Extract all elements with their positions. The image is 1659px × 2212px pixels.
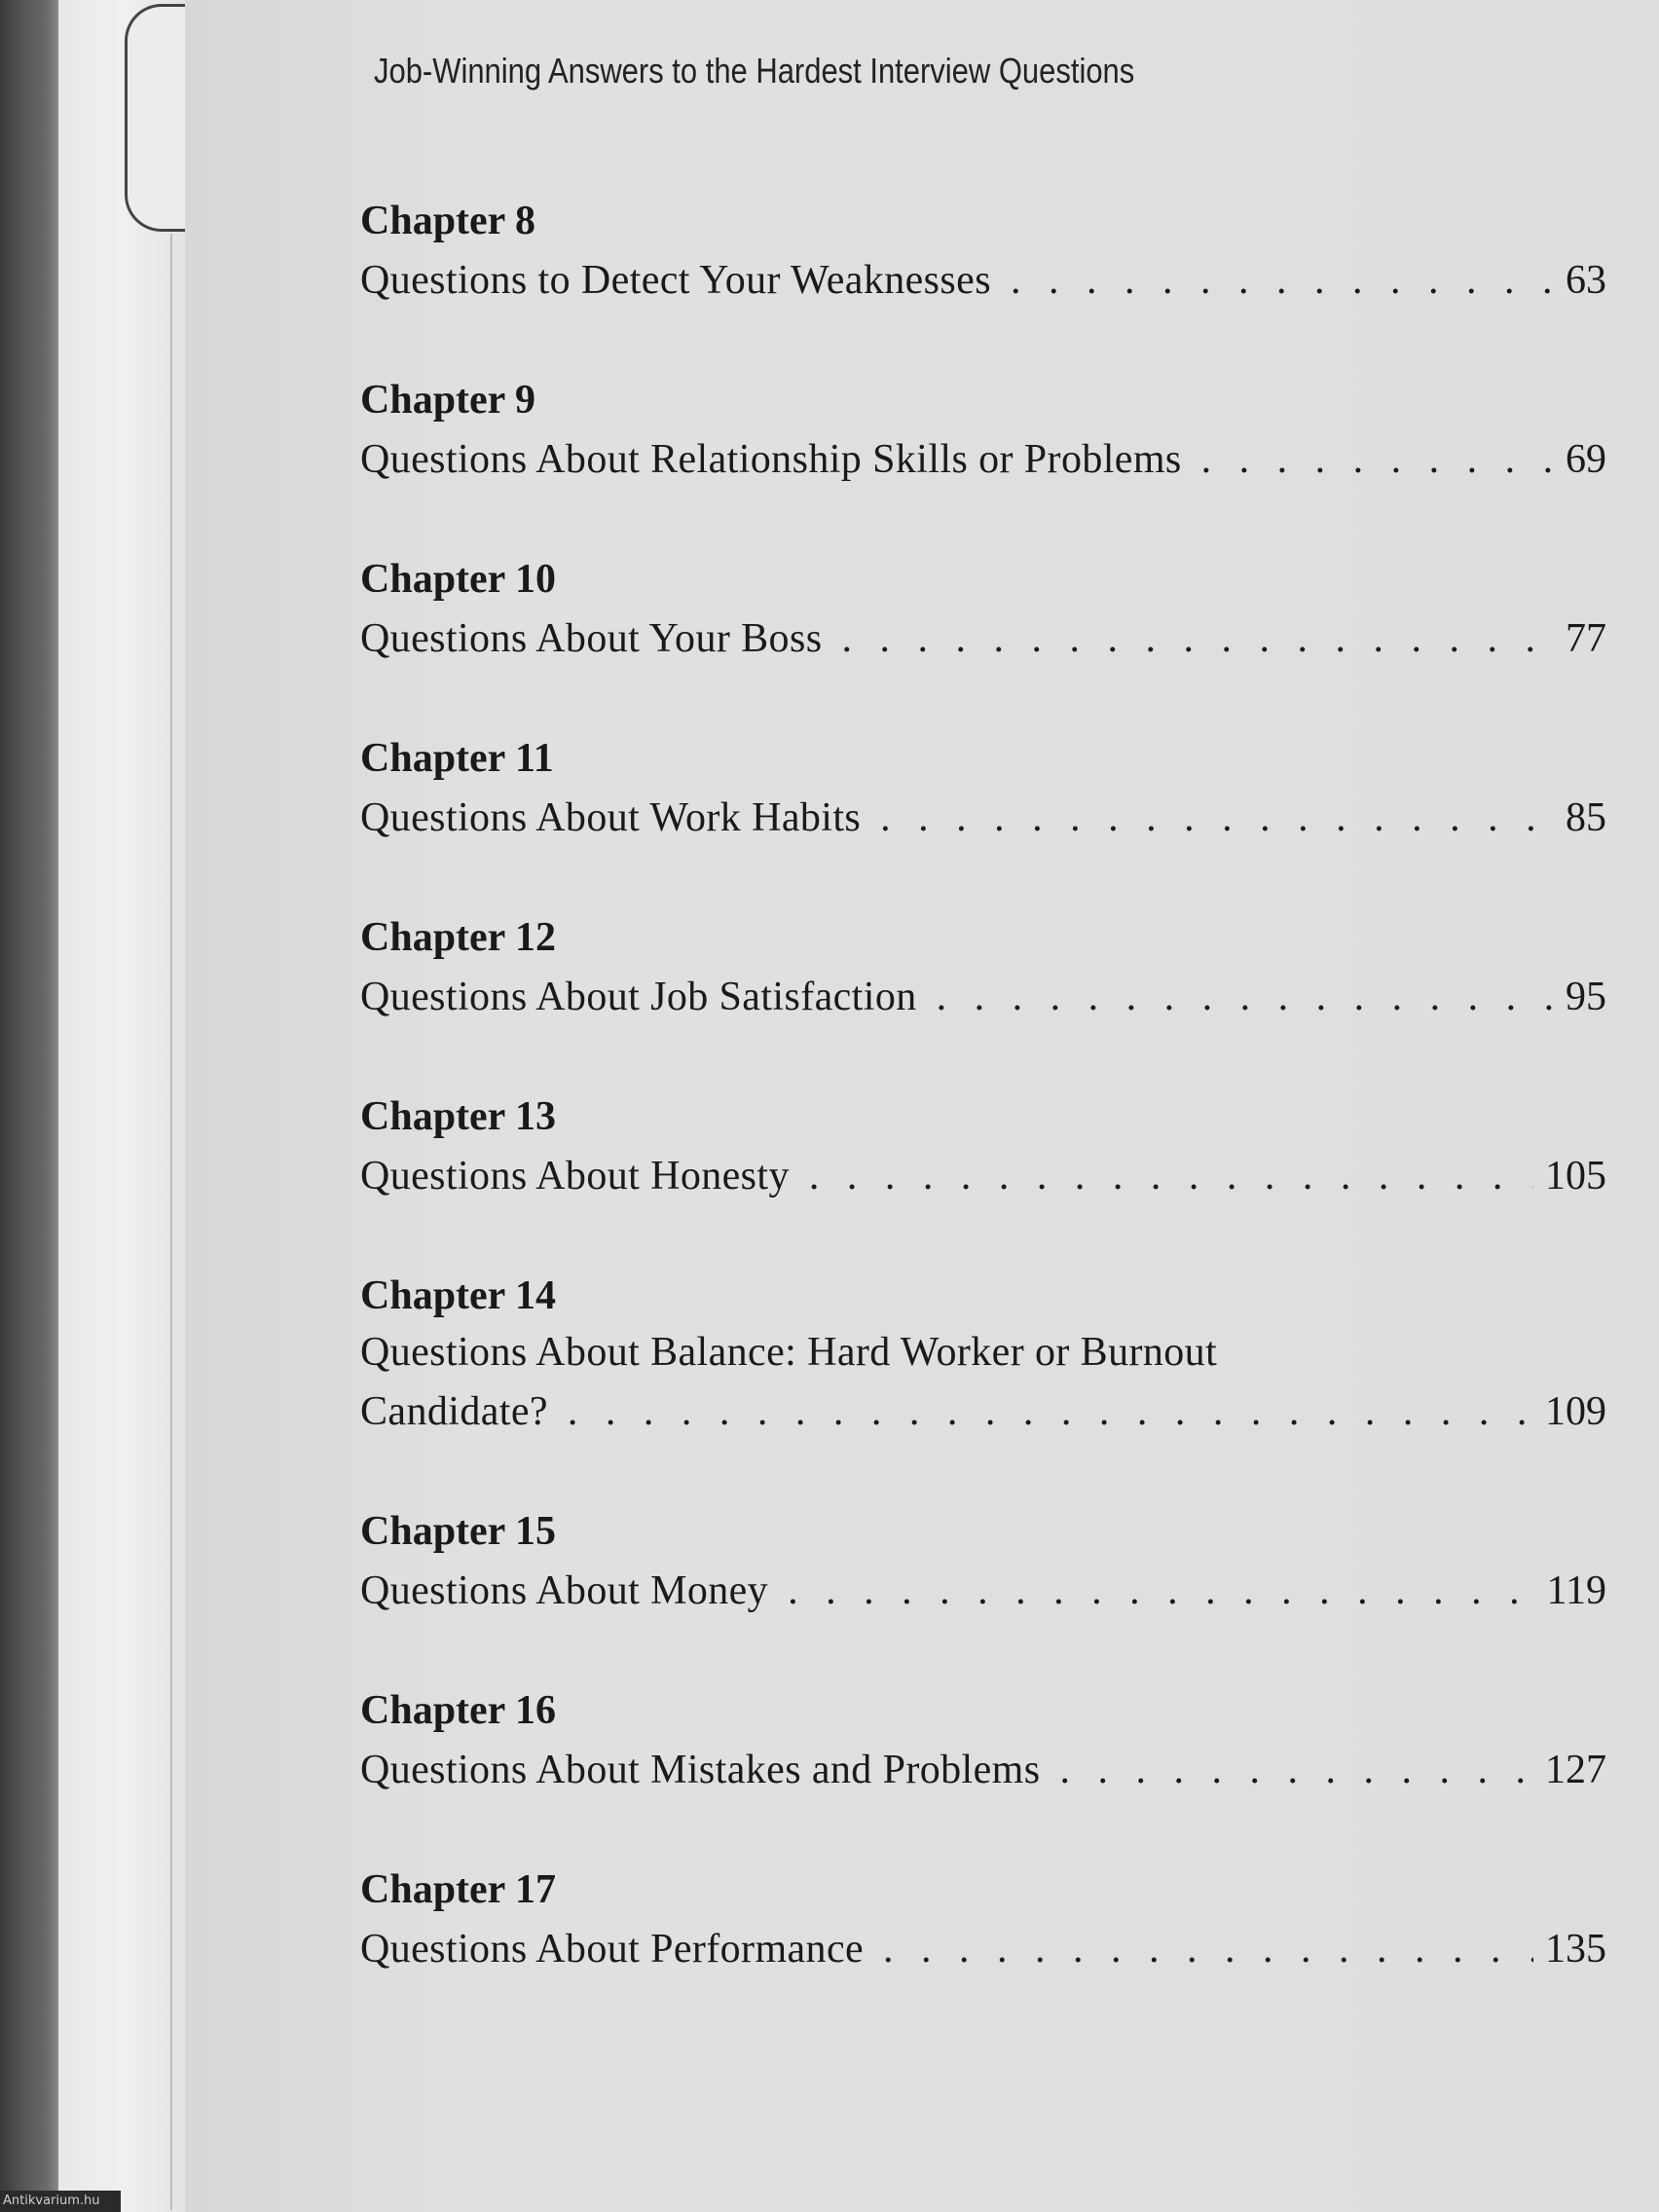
chapter-title-line — [360, 428, 1606, 491]
page-number: 127 — [1545, 1748, 1606, 1792]
chapter-label: Chapter 11 — [360, 736, 554, 781]
dot-leader — [880, 787, 1554, 849]
chapter-title-line — [360, 1381, 1606, 1443]
chapter-title-line — [360, 1145, 1606, 1207]
chapter-label: Chapter 16 — [360, 1688, 557, 1733]
chapter-label: Chapter 9 — [360, 378, 536, 423]
page-number: 69 — [1566, 437, 1606, 482]
dot-leader — [788, 1560, 1534, 1622]
toc-entry — [360, 372, 1606, 491]
dot-leader — [1059, 1739, 1533, 1801]
page-number: 105 — [1545, 1154, 1606, 1198]
chapter-title-continued: Candidate? — [360, 1389, 548, 1434]
chapter-title-line — [360, 966, 1606, 1028]
chapter-label: Chapter 17 — [360, 1867, 557, 1912]
page-edges — [58, 0, 187, 2212]
page-edge-line — [170, 234, 172, 2210]
chapter-title: Questions About Balance: Hard Worker or Burnout — [360, 1330, 1218, 1375]
chapter-title: Questions About Honesty — [360, 1154, 790, 1198]
book-binding — [0, 0, 58, 2212]
chapter-title-line — [360, 608, 1606, 670]
dot-leader — [841, 608, 1554, 670]
toc-entry — [360, 1268, 1606, 1443]
chapter-title: Questions About Performance — [360, 1927, 865, 1972]
page-number: 119 — [1546, 1568, 1606, 1613]
chapter-label: Chapter 10 — [360, 557, 557, 602]
dot-leader — [1011, 249, 1554, 312]
chapter-title: Questions About Mistakes and Problems — [360, 1748, 1041, 1792]
dot-leader — [809, 1145, 1533, 1207]
toc-entry — [360, 730, 1606, 849]
toc-entry — [360, 1088, 1606, 1207]
chapter-title: Questions About Money — [360, 1568, 769, 1613]
toc-entry — [360, 1862, 1606, 1980]
running-head: Job-Winning Answers to the Hardest Interview Questions — [374, 51, 1135, 91]
chapter-title: Questions About Your Boss — [360, 616, 823, 661]
toc-entry — [360, 193, 1606, 312]
page-number: 63 — [1566, 258, 1606, 303]
chapter-label: Chapter 15 — [360, 1509, 557, 1554]
chapter-title-line — [360, 249, 1606, 312]
page-number: 95 — [1566, 975, 1606, 1019]
site-watermark: Antikvarium.hu — [0, 2191, 121, 2212]
chapter-title-line — [360, 1918, 1606, 1980]
chapter-title: Questions About Work Habits — [360, 795, 862, 840]
chapter-title-line — [360, 1560, 1606, 1622]
toc-entry — [360, 551, 1606, 670]
page-number: 109 — [1545, 1389, 1606, 1434]
chapter-title: Questions to Detect Your Weaknesses — [360, 258, 991, 303]
dot-leader — [1201, 428, 1554, 491]
chapter-title-line — [360, 787, 1606, 849]
chapter-title: Questions About Job Satisfaction — [360, 975, 917, 1019]
toc-entry — [360, 1503, 1606, 1622]
toc-entry — [360, 909, 1606, 1028]
chapter-title-line — [360, 1739, 1606, 1801]
tab-outline — [125, 4, 185, 232]
chapter-label: Chapter 14 — [360, 1273, 557, 1318]
chapter-label: Chapter 13 — [360, 1094, 557, 1139]
chapter-label: Chapter 8 — [360, 199, 536, 243]
page-number: 85 — [1566, 795, 1606, 840]
chapter-title: Questions About Relationship Skills or Problems — [360, 437, 1182, 482]
page-number: 135 — [1545, 1927, 1606, 1972]
dot-leader — [883, 1918, 1533, 1980]
dot-leader — [568, 1381, 1533, 1443]
chapter-label: Chapter 12 — [360, 915, 557, 960]
dot-leader — [937, 966, 1554, 1028]
page-number: 77 — [1566, 616, 1606, 661]
table-of-contents — [360, 193, 1606, 1980]
toc-entry — [360, 1682, 1606, 1801]
